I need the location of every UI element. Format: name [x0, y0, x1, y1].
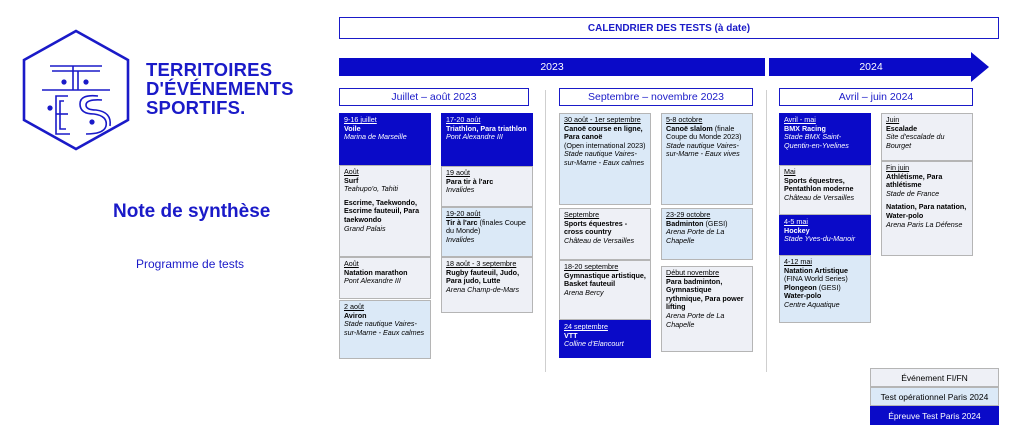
event-date: Fin juin [886, 163, 910, 172]
event-venue: Arena Bercy [564, 287, 604, 297]
event-gymnastique-artistique [559, 260, 651, 320]
event-date: 9-16 juillet [344, 115, 377, 124]
event-sports-equestres-cross [559, 208, 651, 260]
event-venue: Stade nautique Vaires-sur-Marne - Eaux calmes [344, 319, 425, 337]
brand-line-2: D'ÉVÉNEMENTS [146, 78, 294, 99]
event-natation-artistique [779, 255, 871, 323]
event-venue: Pont Alexandre III [446, 132, 503, 142]
note-title: Note de synthèse [113, 201, 271, 222]
event-date: Début novembre [666, 268, 720, 277]
event-title: Natation Artistique [784, 265, 849, 275]
event-aviron [339, 300, 431, 359]
event-bmx-racing [779, 113, 871, 165]
event-athletisme-natation [881, 161, 973, 256]
event-date: 24 septembre [564, 322, 608, 331]
event-title: Natation marathon [344, 267, 408, 277]
event-title: VTT [564, 330, 578, 340]
event-title: Canoë slalom [666, 123, 713, 133]
event-date: Avril - mai [784, 115, 816, 124]
event-badminton [661, 208, 753, 260]
event-triathlon [441, 113, 533, 166]
event-venue: Stade de France [886, 188, 940, 198]
event-venue: Château de Versailles [784, 192, 855, 202]
calendar-title: CALENDRIER DES TESTS (à date) [339, 17, 999, 39]
event-date: 17-20 août [446, 115, 481, 124]
event-venue: Stade Yves-du-Manoir [784, 234, 856, 244]
event-voile [339, 113, 431, 165]
event-title: Natation, Para natation, Water-polo [886, 202, 967, 220]
event-vtt [559, 320, 651, 358]
event-venue: Stade BMX Saint-Quentin-en-Yvelines [784, 132, 849, 150]
event-title: Hockey [784, 225, 810, 235]
event-date: 2 août [344, 302, 364, 311]
period-jul-aug-2023: Juillet – août 2023 [339, 88, 529, 106]
event-title: Gymnastique artistique, Basket fauteuil [564, 270, 646, 289]
event-title: Aviron [344, 310, 367, 320]
event-date: Juin [886, 115, 900, 124]
event-para-badminton [661, 266, 753, 352]
event-title: Sports équestres - cross country [564, 218, 628, 237]
event-note: (GESI) [705, 218, 728, 228]
event-venue: Colline d'Elancourt [564, 339, 624, 349]
brand-name [146, 60, 294, 117]
event-title: Badminton [666, 218, 704, 228]
event-title: Tir à l'arc [446, 217, 478, 227]
period-apr-jun-2024: Avril – juin 2024 [779, 88, 973, 106]
event-title: Athlétisme, Para athlétisme [886, 171, 943, 190]
column-divider [766, 90, 767, 372]
event-date: Août [344, 167, 359, 176]
brand-line-3: SPORTIFS. [146, 97, 246, 118]
event-hockey [779, 215, 871, 255]
period-sep-nov-2023: Septembre – novembre 2023 [559, 88, 753, 106]
event-title: Para badminton, Gymnastique rythmique, Para power lifting [666, 276, 744, 312]
event-venue: Arena Champ-de-Mars [446, 284, 520, 294]
event-title: Canoë course en ligne, Para canoë [564, 123, 643, 142]
event-date: 19-20 août [446, 209, 481, 218]
event-date: Août [344, 259, 359, 268]
event-title: Sports équestres, Pentathlon moderne [784, 175, 854, 194]
event-date: Septembre [564, 210, 600, 219]
event-note: (finale Coupe du Monde 2023) [666, 123, 742, 142]
legend-event: Événement FI/FN [870, 368, 999, 387]
event-title: Rugby fauteuil, Judo, Para judo, Lutte [446, 267, 520, 286]
event-venue: Stade nautique Vaires-sur-Marne - Eaux vives [666, 140, 740, 159]
event-date: 18-20 septembre [564, 262, 619, 271]
event-title: Para tir à l'arc [446, 176, 494, 186]
legend-epreuve: Épreuve Test Paris 2024 [870, 406, 999, 425]
brand-line-1: TERRITOIRES [146, 59, 273, 80]
event-venue: Pont Alexandre III [344, 276, 401, 286]
event-date: 4-12 mai [784, 257, 812, 266]
event-sports-equestres-pentathlon [779, 165, 871, 215]
event-note: (GESI) [818, 282, 841, 292]
event-date: 30 août - 1er septembre [564, 115, 641, 124]
year-bar-2024: 2024 [769, 58, 973, 76]
event-venue: Château de Versailles [564, 235, 635, 245]
event-title: BMX Racing [784, 123, 826, 133]
event-date: 5-8 octobre [666, 115, 703, 124]
event-title-line [446, 219, 528, 236]
event-title: Escalade [886, 123, 918, 133]
event-venue: Teahupo'o, Tahiti [344, 184, 398, 194]
event-venue: Arena Paris La Défense [886, 219, 963, 229]
timeline-arrow-icon [971, 52, 989, 82]
event-venue: Arena Porte de La Chapelle [666, 310, 725, 329]
event-note: (FINA World Series) [784, 274, 848, 284]
event-venue: Stade nautique Vaires-sur-Marne - Eaux calmes [564, 149, 645, 167]
event-title: Escrime, Taekwondo, Escrime fauteuil, Para taekwondo [344, 197, 420, 224]
event-note: (Open international 2023) [564, 140, 646, 150]
event-tir-arc [441, 207, 533, 257]
event-canoe-slalom [661, 113, 753, 205]
year-bar-2023: 2023 [339, 58, 765, 76]
event-escalade [881, 113, 973, 161]
event-venue: Arena Porte de La Chapelle [666, 227, 725, 245]
event-para-tir-arc [441, 166, 533, 207]
event-title: Plongeon [784, 282, 817, 292]
event-title: Voile [344, 123, 361, 133]
event-venue: Invalides [446, 234, 475, 244]
event-canoe-course [559, 113, 651, 205]
legend-test: Test opérationnel Paris 2024 [870, 387, 999, 406]
event-date: 23-29 octobre [666, 210, 711, 219]
event-natation-marathon [339, 257, 431, 299]
event-date: 18 août - 3 septembre [446, 259, 517, 268]
event-title: Surf [344, 175, 359, 185]
event-date: 19 août [446, 168, 470, 177]
event-surf-escrime [339, 165, 431, 257]
tes-logo-icon [20, 28, 132, 152]
event-venue: Centre Aquatique [784, 299, 840, 309]
event-venue: Marina de Marseille [344, 132, 407, 142]
event-title-line [666, 125, 748, 142]
event-rugby-judo [441, 257, 533, 313]
note-subtitle: Programme de tests [136, 257, 245, 271]
event-venue: Site d'escalade du Bourget [886, 132, 945, 150]
event-date: 4-5 mai [784, 217, 808, 226]
event-venue: Invalides [446, 185, 475, 195]
event-title: Water-polo [784, 291, 822, 301]
event-note: (finales Coupe du Monde) [446, 217, 526, 236]
column-divider [545, 90, 546, 372]
event-title: Triathlon, Para triathlon [446, 123, 527, 133]
event-date: Mai [784, 167, 796, 176]
event-venue: Grand Palais [344, 223, 386, 233]
